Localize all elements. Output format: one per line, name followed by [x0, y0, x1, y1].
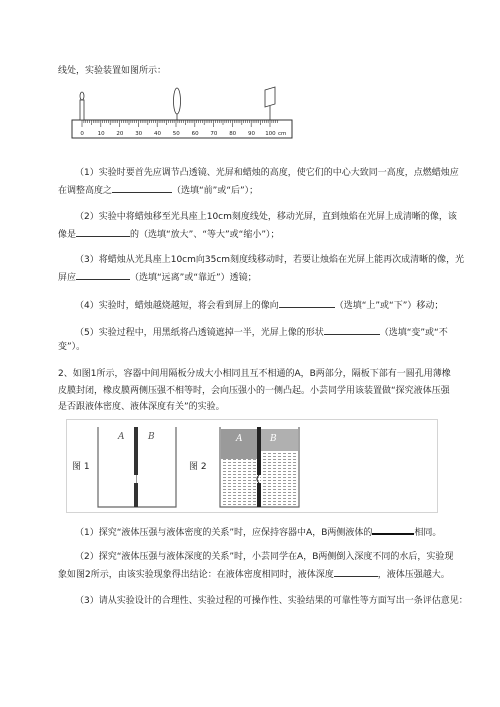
- q1-part1-line2: 在调整高度之 （选填“前”或“后”）；: [58, 182, 258, 198]
- figure2-container: [218, 425, 302, 509]
- answer-blank-4[interactable]: [279, 297, 335, 308]
- candle-icon: [80, 92, 84, 120]
- ruler-tick-label: 30: [135, 131, 143, 137]
- q1-part2-line1: （2）实验中将蜡烛移至光具座上10cm刻度线处，移动光屏，直到烛焰在光屏上成清晰的像，该: [75, 212, 457, 222]
- q1-part3-line2: 屏应 （选填“远离”或“靠近”）透镜；: [58, 269, 257, 285]
- answer-blank-7[interactable]: [334, 566, 378, 577]
- ruler-tick-label: 70: [210, 131, 218, 137]
- q1-part5-line2: 变”）。: [58, 342, 86, 352]
- fig1-label-b: B: [148, 432, 155, 442]
- ruler-tick-label: 0: [80, 131, 84, 137]
- answer-blank-5[interactable]: [324, 324, 380, 335]
- ruler-tick-label: 60: [191, 131, 199, 137]
- fig1-label: 图 1: [72, 462, 90, 472]
- q2-sub2-line1: （2）探究“液体压强与液体深度的关系”时，小芸同学在A，B两侧倒入深度不同的水后，实验现: [75, 552, 454, 562]
- q2-sub3: （3）请从实验设计的合理性、实验过程的可操作性、实验结果的可靠性等方面写出一条评估意见：: [75, 596, 468, 606]
- ruler-tick-label: 100: [265, 131, 276, 137]
- answer-blank-3[interactable]: [76, 269, 130, 280]
- fig1-label-a: A: [118, 432, 125, 442]
- q1-part3-line1: （3）将蜡烛从光具座上10cm向35cm刻度线移动时，若要让烛焰在光屏上能再次成清晰的像，光: [75, 255, 465, 265]
- ruler-tick-label: 90: [248, 131, 255, 137]
- q2-sub1: （1）探究“液体压强与液体密度的关系”时，应保持容器中A，B两侧液体的 相同。: [75, 523, 441, 540]
- figure1-container: [96, 425, 178, 509]
- q2-sub2-line2: 象如图2所示，由该实验现象得出结论：在液体密度相同时，液体深度 ，液体压强越大。: [58, 566, 450, 582]
- q1-part4: （4）实验时，蜡烛越烧越短，将会看到屏上的像向 （选填“上”或“下”）移动；: [75, 297, 443, 313]
- optical-bench-figure: [70, 86, 296, 142]
- q2-line3: 是否跟液体密度、液体深度有关”的实验。: [58, 402, 225, 412]
- answer-blank-2[interactable]: [76, 226, 130, 237]
- q1-part5-line1: （5）实验过程中，用黑纸将凸透镜遮掉一半，光屏上像的形状 （选填“变”或“不: [75, 324, 448, 340]
- fig2-label-a: A: [236, 434, 243, 444]
- fig2-label-b: B: [270, 434, 277, 444]
- ruler-tick-label: 40: [154, 131, 161, 137]
- fig2-label: 图 2: [189, 462, 207, 472]
- convex-lens-icon: [174, 88, 181, 120]
- q2-line2: 皮膜封闭，橡皮膜两侧压强不相等时，会向压强小的一侧凸起。小芸同学用该装置做“探究液体压强: [58, 386, 450, 396]
- q1-part2-line2: 像是 的（选填“放大”、“等大”或“缩小”）；: [58, 226, 280, 242]
- ruler-tick-label: 50: [172, 131, 180, 137]
- ruler-unit-label: cm: [278, 131, 287, 137]
- q2-line1: 2、如图1所示，容器中间用隔板分成大小相同且互不相通的A，B两部分，隔板下部有一圆孔用薄橡: [58, 369, 451, 379]
- intro-text: 线处，实验装置如图所示：: [58, 66, 167, 76]
- q1-part1-line1: （1）实验时要首先应调节凸透镜、光屏和蜡烛的高度，使它们的中心大致同一高度，点燃蜡烛应: [75, 168, 459, 178]
- answer-blank-1[interactable]: [112, 182, 172, 193]
- ruler-tick-label: 10: [97, 131, 105, 137]
- answer-blank-6[interactable]: [372, 523, 414, 535]
- ruler-tick-label: 80: [229, 131, 237, 137]
- light-screen-icon: [265, 87, 275, 120]
- ruler-tick-label: 20: [116, 131, 124, 137]
